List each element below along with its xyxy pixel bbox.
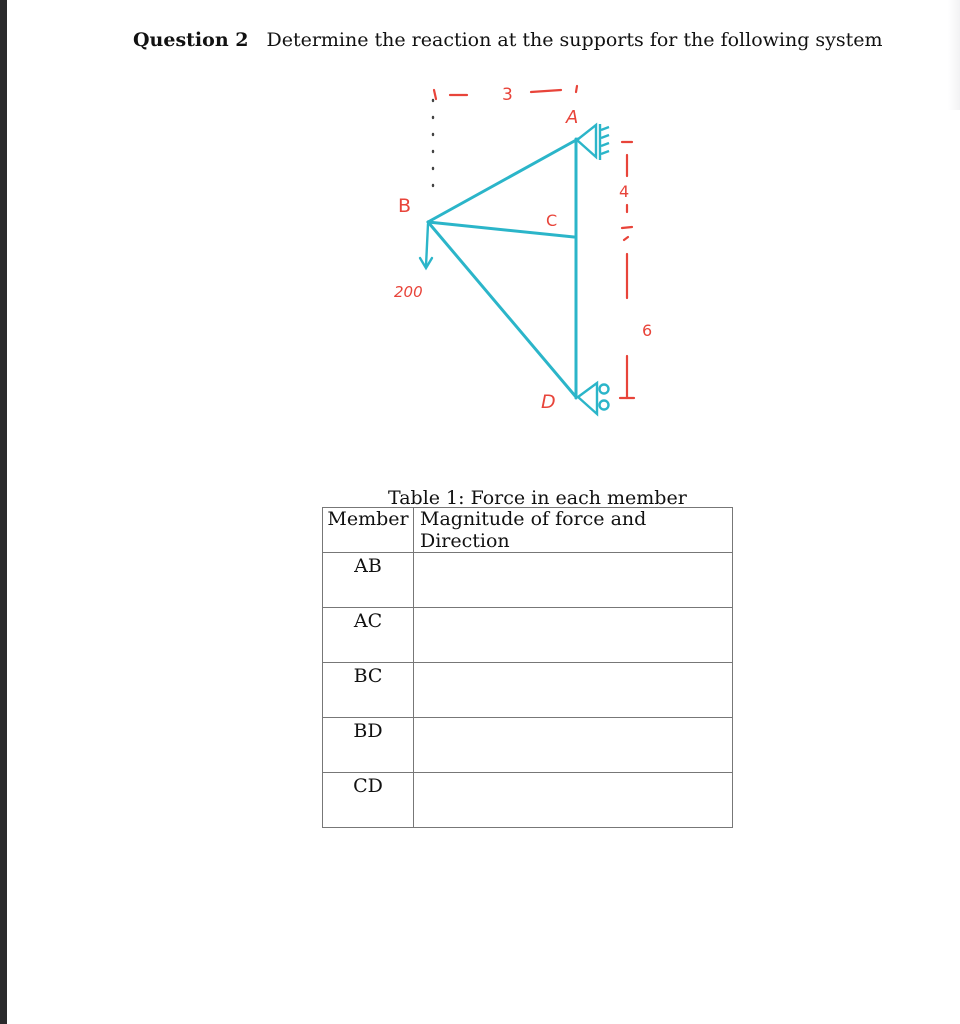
- load-label: 200: [394, 283, 423, 301]
- force-cell[interactable]: [414, 663, 733, 718]
- truss-members: [428, 139, 578, 398]
- member-cell: BC: [323, 663, 414, 718]
- table-row: [323, 608, 733, 663]
- force-cell[interactable]: [414, 773, 733, 828]
- roller-support-d: [578, 383, 609, 414]
- dimension-vertical-bottom: [620, 237, 634, 398]
- dimension-horizontal-value: 3: [502, 85, 513, 105]
- node-label-c: C: [546, 211, 558, 230]
- truss-diagram: [370, 78, 670, 438]
- question-heading: [133, 29, 883, 51]
- node-label-a: A: [566, 107, 579, 128]
- pin-support-a: [577, 124, 609, 160]
- force-cell[interactable]: [414, 718, 733, 773]
- member-cell: BD: [323, 718, 414, 773]
- table-header-row: [323, 508, 733, 553]
- dimension-vertical-top-value: 4: [619, 182, 630, 201]
- dimension-vertical-bottom-value: 6: [642, 321, 653, 340]
- force-cell[interactable]: [414, 553, 733, 608]
- member-bd: [428, 222, 576, 397]
- window-left-edge: [0, 0, 7, 1024]
- load-arrow: [420, 224, 432, 268]
- force-cell[interactable]: [414, 608, 733, 663]
- header-magnitude: Magnitude of force and Direction: [414, 508, 733, 553]
- table-row: [323, 663, 733, 718]
- node-label-d: D: [541, 391, 556, 413]
- member-ab: [428, 139, 578, 222]
- table-row: [323, 718, 733, 773]
- member-cell: CD: [323, 773, 414, 828]
- window-right-edge: [948, 0, 960, 110]
- member-force-table: [322, 507, 733, 828]
- table-row: [323, 773, 733, 828]
- member-cell: AC: [323, 608, 414, 663]
- table-caption: Table 1: Force in each member: [388, 487, 687, 509]
- table-row: [323, 553, 733, 608]
- member-cell: AB: [323, 553, 414, 608]
- question-text: Determine the reaction at the supports for the following system: [266, 29, 883, 51]
- header-member: Member: [323, 508, 414, 553]
- question-label: Question 2: [133, 29, 249, 51]
- node-label-b: B: [398, 195, 412, 217]
